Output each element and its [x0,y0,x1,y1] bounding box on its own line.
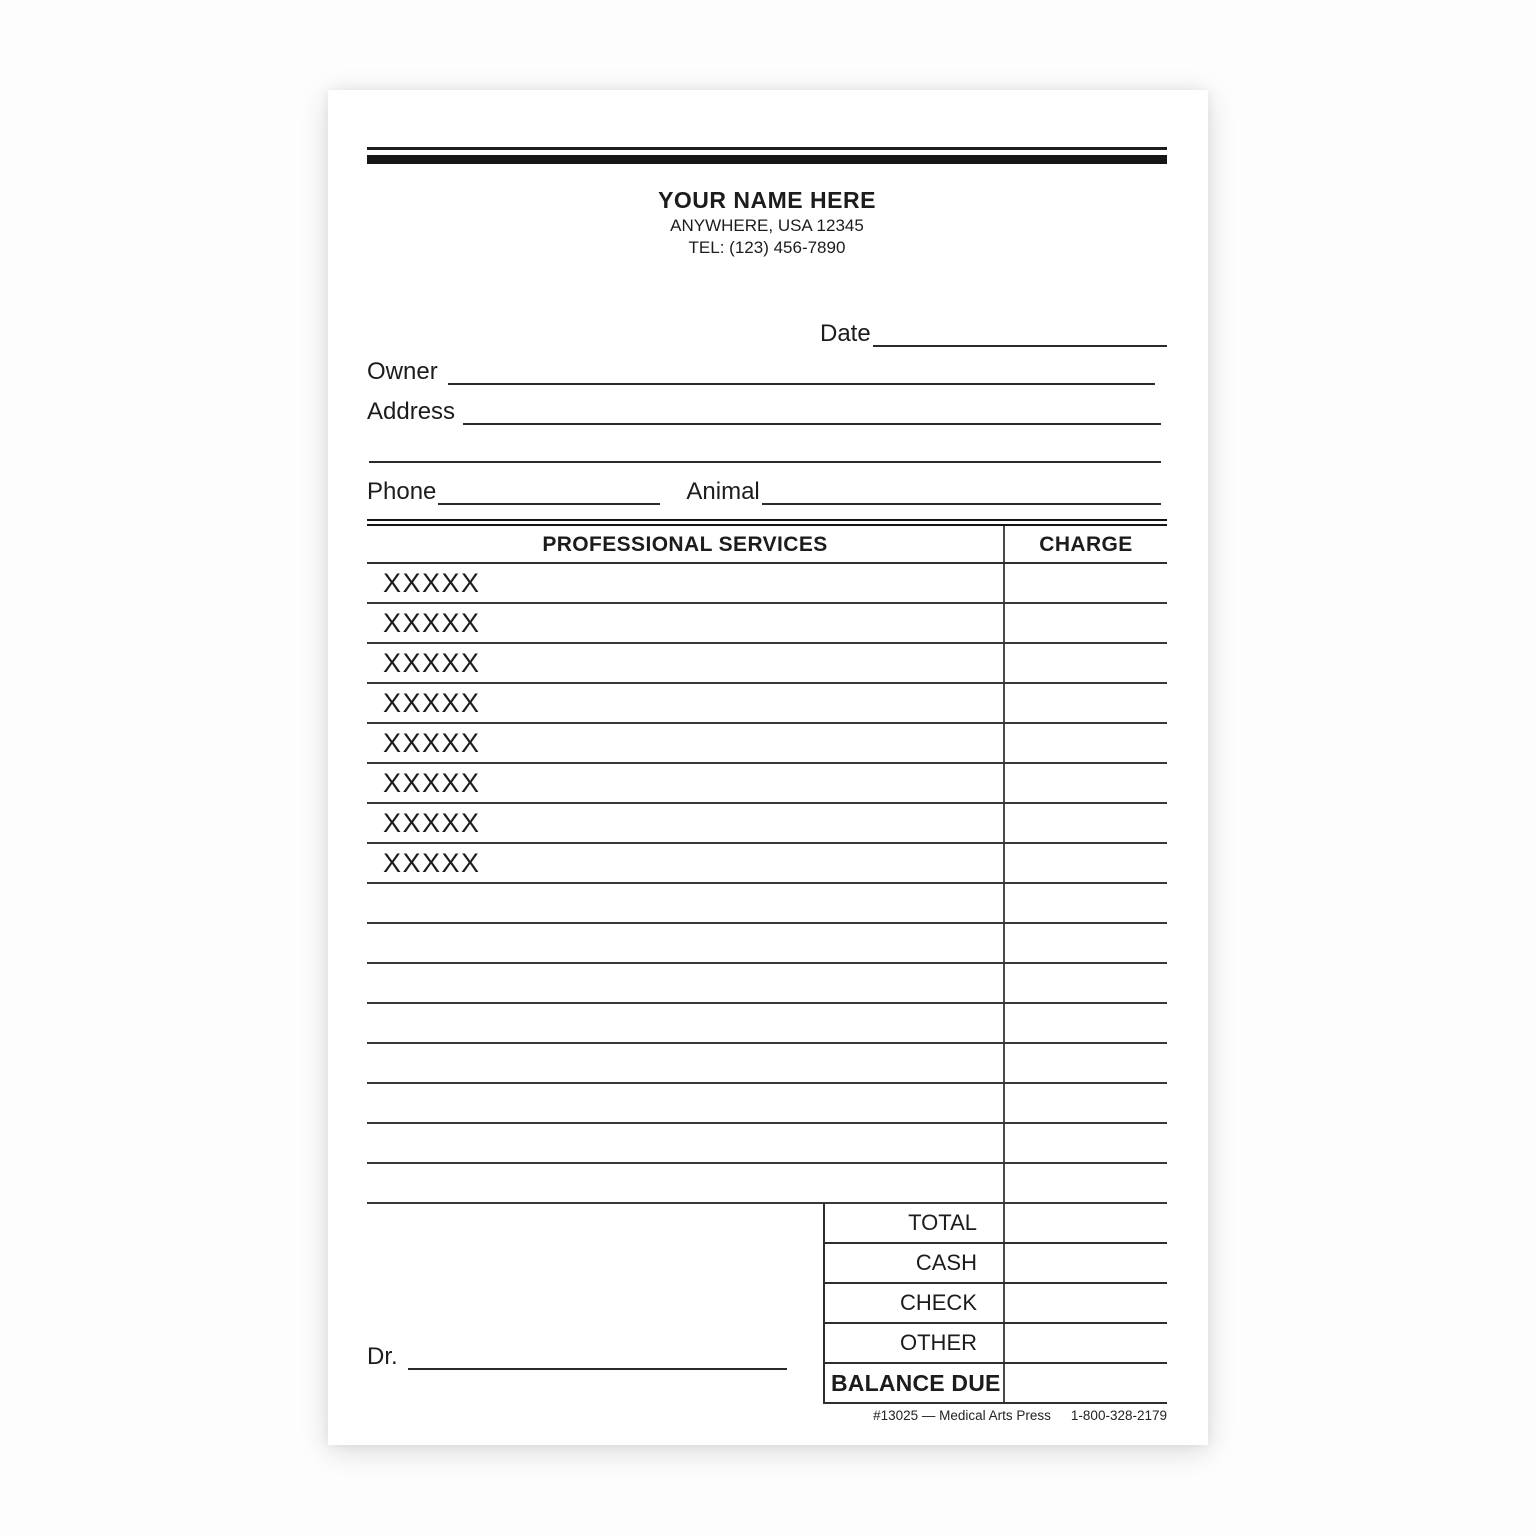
address-blank-line-2 [369,430,1161,463]
summary-row-cash [825,1244,1167,1284]
charge-cell [1003,924,1167,962]
charge-column-header: CHARGE [1003,526,1167,562]
charge-cell [1003,724,1167,762]
table-header-row [367,526,1167,564]
service-row [367,684,1167,724]
services-table [367,519,1167,1204]
service-row [367,1004,1167,1044]
service-cell [367,1004,1003,1042]
top-thin-rule [367,147,1167,150]
charge-cell [1003,1124,1167,1162]
footer-imprint [873,1408,1167,1423]
other-label: OTHER [900,1330,977,1355]
service-cell: XXXXX [383,768,481,798]
service-cell [367,924,1003,962]
service-cell [367,964,1003,1002]
table-top-double-rule [367,519,1167,526]
service-cell [367,884,1003,922]
balance-due-label: BALANCE DUE [831,1370,1001,1396]
summary-row-check [825,1284,1167,1324]
business-name: YOUR NAME HERE [658,187,876,213]
total-value-cell [1003,1204,1167,1242]
date-label: Date [820,320,871,347]
service-cell: XXXXX [383,688,481,718]
form-content [367,90,1167,1445]
phone-label: Phone [367,478,437,505]
service-cell: XXXXX [383,648,481,678]
business-phone: TEL: (123) 456-7890 [688,238,846,257]
summary-row-total [825,1204,1167,1244]
doctor-field-row [367,1339,787,1370]
service-cell [367,1164,1003,1202]
charge-cell [1003,604,1167,642]
services-column-header: PROFESSIONAL SERVICES [542,533,828,556]
service-row [367,804,1167,844]
animal-label: Animal [686,478,760,505]
date-blank-line [873,314,1167,347]
doctor-signature-line [408,1337,787,1370]
charge-cell [1003,564,1167,602]
service-row [367,1124,1167,1164]
service-row [367,964,1167,1004]
charge-cell [1003,804,1167,842]
total-label: TOTAL [908,1210,977,1235]
receipt-form-page [328,90,1208,1445]
address-field-row [367,394,1161,425]
service-row [367,644,1167,684]
address-second-row [369,432,1161,463]
payment-summary [823,1204,1167,1404]
check-label: CHECK [899,1290,977,1315]
charge-cell [1003,1004,1167,1042]
vendor-phone: 1-800-328-2179 [1070,1408,1167,1423]
phone-animal-field-row [367,474,1161,505]
service-row [367,604,1167,644]
charge-cell [1003,764,1167,802]
owner-label: Owner [367,358,438,385]
charge-cell [1003,884,1167,922]
address-label: Address [367,398,456,425]
cash-value-cell [1003,1244,1167,1282]
charge-cell [1003,1164,1167,1202]
check-value-cell [1003,1284,1167,1322]
other-value-cell [1003,1324,1167,1362]
charge-cell [1003,1044,1167,1082]
service-cell [367,1084,1003,1122]
doctor-label: Dr. [367,1343,398,1370]
charge-cell [1003,644,1167,682]
top-thick-rule [367,155,1167,164]
cash-label: CASH [915,1250,977,1275]
service-row [367,884,1167,924]
charge-cell [1003,684,1167,722]
date-field-row [820,316,1167,347]
summary-row-balance-due [825,1364,1167,1404]
form-number: #13025 — Medical Arts Press [873,1408,1051,1423]
service-row [367,924,1167,964]
service-cell: XXXXX [383,848,481,878]
phone-blank-line [438,472,660,505]
balance-due-value-cell [1003,1364,1167,1402]
service-row [367,1164,1167,1204]
summary-row-other [825,1324,1167,1364]
service-cell: XXXXX [383,608,481,638]
service-cell [367,1044,1003,1082]
charge-cell [1003,964,1167,1002]
service-cell: XXXXX [383,568,481,598]
service-cell: XXXXX [383,808,481,838]
service-cell [367,1124,1003,1162]
service-cell: XXXXX [383,728,481,758]
business-address: ANYWHERE, USA 12345 [670,216,864,235]
charge-cell [1003,1084,1167,1122]
owner-blank-line [448,352,1155,385]
address-blank-line [463,392,1161,425]
service-row [367,764,1167,804]
service-row [367,844,1167,884]
animal-blank-line [762,472,1161,505]
service-row [367,1084,1167,1124]
service-row [367,564,1167,604]
service-row [367,1044,1167,1084]
service-row [367,724,1167,764]
charge-cell [1003,844,1167,882]
clinic-header-block [367,185,1167,258]
owner-field-row [367,354,1155,385]
